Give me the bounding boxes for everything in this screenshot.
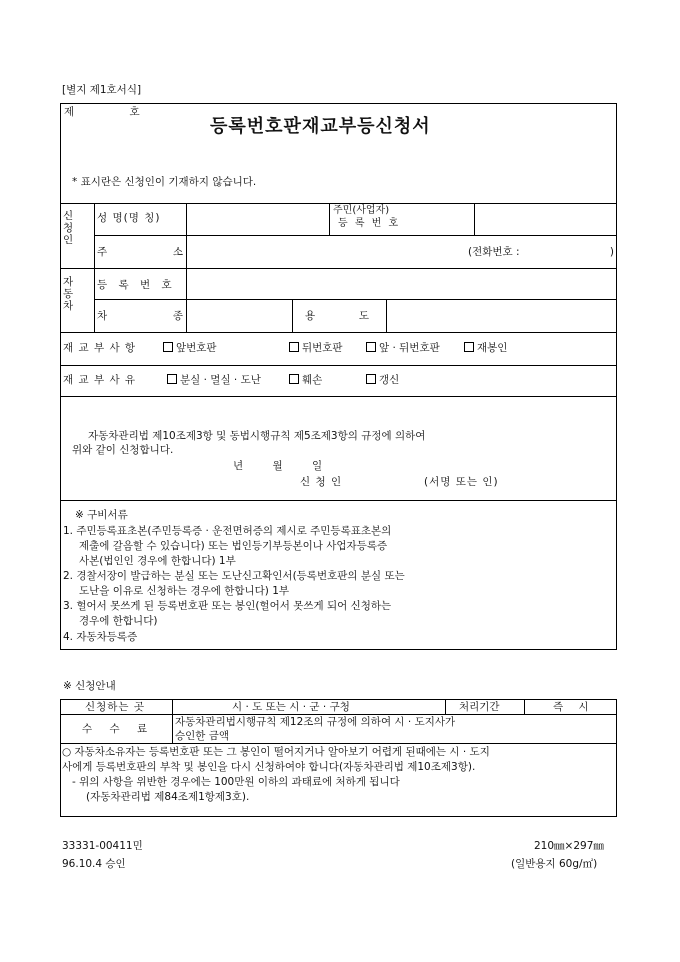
- guide-period-value: 즉 시: [553, 701, 589, 713]
- option-reseal[interactable]: 재봉인: [464, 342, 507, 354]
- registration-number-label: 등 록 번 호: [97, 279, 176, 291]
- guide-fee-line1: 자동차관리법시행규칙 제12조의 규정에 의하여 시 · 도지사가: [175, 716, 456, 728]
- signature-note: (서명 또는 인): [424, 476, 499, 488]
- documents-line: 2. 경찰서장이 발급하는 분실 또는 도난신고확인서(등록번호판의 분실 또는: [63, 570, 405, 582]
- use-field[interactable]: [387, 300, 616, 331]
- declaration-line2: 위와 같이 신청합니다.: [72, 444, 174, 456]
- option-rear-plate[interactable]: 뒤번호판: [289, 342, 343, 354]
- guide-note-line: - 위의 사항을 위반한 경우에는 100만원 이하의 과태료에 처하게 됩니다: [72, 776, 400, 788]
- guide-note-line: ○ 자동차소유자는 등록번호판 또는 그 봉인이 떨어지거나 알아보기 어렵게 된때에는 시 · 도지: [62, 746, 490, 758]
- documents-line: 사본(법인인 경우에 한합니다) 1부: [79, 555, 236, 567]
- paper-type: (일반용지 60g/㎡): [511, 858, 598, 870]
- use-label: 용 도: [305, 310, 369, 322]
- guide-where-label: 신청하는 곳: [85, 701, 146, 713]
- guide-heading: ※ 신청안내: [63, 680, 116, 692]
- address-field[interactable]: [187, 236, 467, 267]
- form-label: [별지 제1호서식]: [62, 84, 142, 96]
- checkbox-icon[interactable]: [289, 342, 299, 352]
- documents-line: 4. 자동차등록증: [63, 631, 138, 643]
- checkbox-icon[interactable]: [289, 374, 299, 384]
- option-front-plate[interactable]: 앞번호판: [163, 342, 217, 354]
- vehicle-type-field[interactable]: [187, 300, 291, 331]
- documents-heading: ※ 구비서류: [75, 509, 128, 521]
- declaration-date: 년 월 일: [233, 460, 323, 472]
- option-renewal[interactable]: 갱신: [366, 374, 399, 386]
- checkbox-icon[interactable]: [163, 342, 173, 352]
- guide-fee-label: 수 수 료: [82, 723, 148, 735]
- checkbox-icon[interactable]: [366, 342, 376, 352]
- applicant-signature-label: 신 청 인: [300, 476, 343, 488]
- applicant-section-label: 신청인: [63, 210, 74, 246]
- vehicle-section-label: 자동차: [63, 276, 74, 312]
- documents-line: 경우에 한합니다): [79, 615, 158, 627]
- address-label: 주 소: [97, 246, 183, 258]
- option-front-rear-plate[interactable]: 앞 · 뒤번호판: [366, 342, 440, 354]
- guide-fee-line2: 승인한 금액: [175, 730, 230, 742]
- guide-note-line: 사에게 등록번호판의 부착 및 봉인을 다시 신청하여야 합니다(자동차관리법 제10조제3항).: [62, 761, 476, 773]
- checkbox-icon[interactable]: [167, 374, 177, 384]
- form-title: 등록번호판재교부등신청서: [210, 116, 431, 137]
- registration-number-field[interactable]: [187, 269, 616, 298]
- id-number-field[interactable]: [475, 204, 616, 234]
- applicant-signature-field[interactable]: [355, 472, 415, 490]
- name-label: 성 명(명 칭): [97, 212, 161, 224]
- documents-line: 1. 주민등록표초본(주민등록증 · 운전면허증의 제시로 주민등록표초본의: [63, 525, 392, 537]
- document-number-label: 제 호: [64, 106, 166, 118]
- documents-line: 3. 헐어서 못쓰게 된 등록번호판 또는 봉인(헐어서 못쓰게 되어 신청하는: [63, 600, 392, 612]
- approval-date: 96.10.4 승인: [62, 858, 126, 870]
- option-damaged[interactable]: 훼손: [289, 374, 322, 386]
- id-number-label-line2: 등 록 번 호: [338, 218, 401, 229]
- documents-line: 제출에 갈음할 수 있습니다) 또는 법인등기부등본이나 사업자등록증: [79, 540, 388, 552]
- name-field[interactable]: [187, 204, 328, 234]
- vehicle-type-label: 차 종: [97, 310, 183, 322]
- reissue-reasons-label: 재 교 부 사 유: [63, 374, 137, 386]
- guide-where-value: 시 · 도 또는 시 · 군 · 구청: [232, 701, 350, 713]
- form-note: * 표시란은 신청인이 기재하지 않습니다.: [72, 176, 257, 188]
- documents-line: 도난을 이유로 신청하는 경우에 한합니다) 1부: [79, 585, 290, 597]
- option-lost-stolen[interactable]: 분실 · 멸실 · 도난: [167, 374, 261, 386]
- guide-note-line: (자동차관리법 제84조제1항제3호).: [86, 791, 250, 803]
- guide-period-label: 처리기간: [459, 701, 500, 713]
- reissue-items-label: 재 교 부 사 항: [63, 342, 137, 354]
- id-number-label-line1: 주민(사업자): [333, 205, 390, 216]
- declaration-line1: 자동차관리법 제10조제3항 및 동법시행규칙 제5조제3항의 규정에 의하여: [88, 430, 426, 442]
- checkbox-icon[interactable]: [464, 342, 474, 352]
- phone-label: (전화번호 : ): [468, 246, 614, 258]
- checkbox-icon[interactable]: [366, 374, 376, 384]
- paper-size: 210㎜×297㎜: [534, 840, 604, 852]
- form-code: 33331-00411민: [62, 840, 143, 852]
